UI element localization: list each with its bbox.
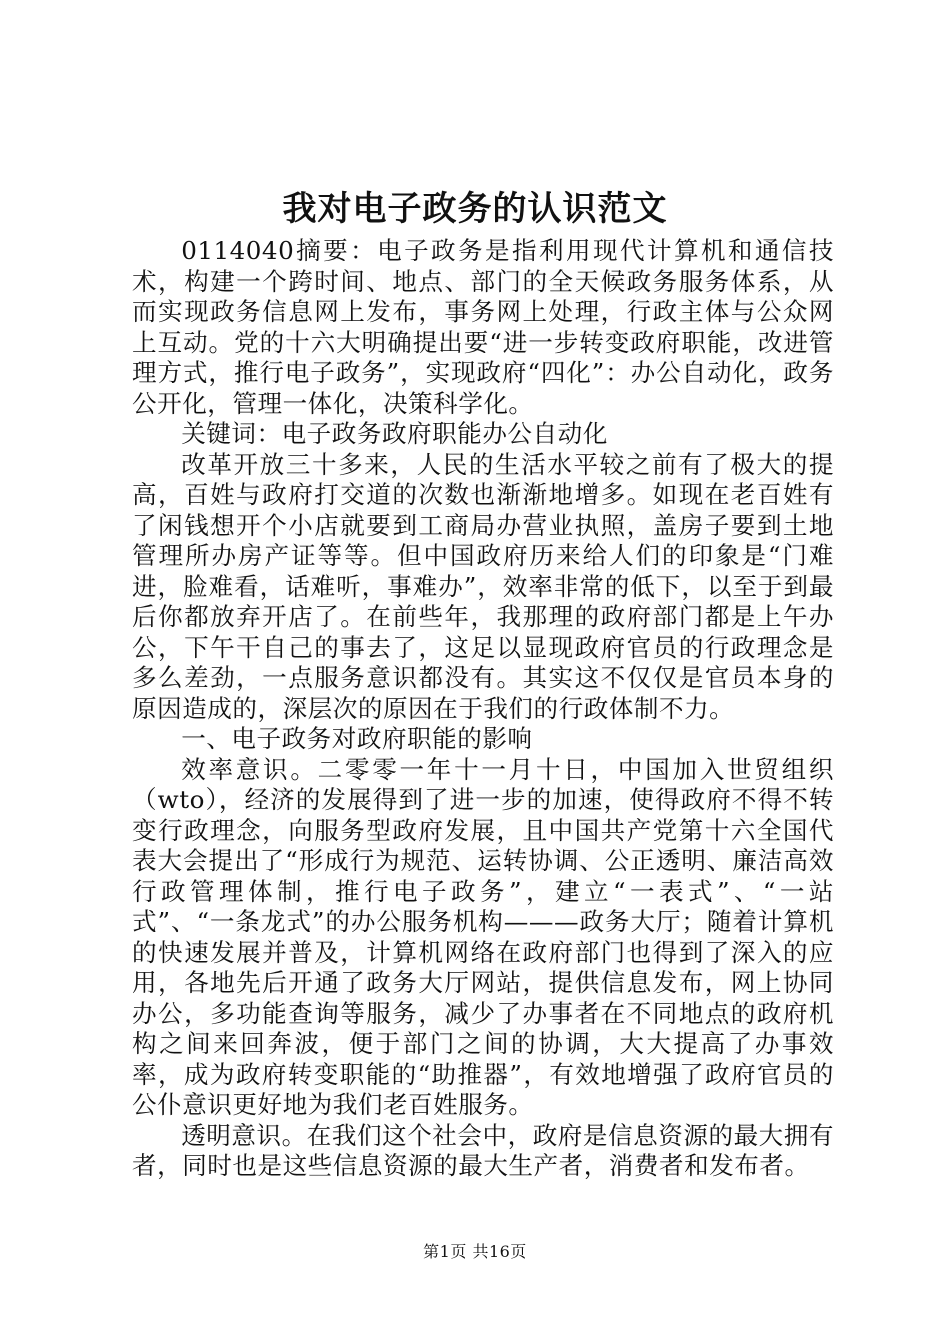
page-footer: 第1页 共16页 <box>423 1242 527 1261</box>
section-heading: 一、电子政务对政府职能的影响 <box>181 724 533 753</box>
body-paragraph: 效率意识。二零零一年十一月十日，中国加入世贸组织（wto），经济的发展得到了进一步的加速，使得政府不得不转变行政理念，向服务型政府发展，且中国共产党第十六全国代表大会提出了“形成行为规范、运转协调、公正透明、廉洁高效行政管理体制，推行电子政务”，建立“一表式”、“一站式”、“一条龙式”的办公服务机构———政务大厅；随着计算机的快速发展并普及，计算机网络在政府部门也得到了深入的应用，各地先后开通了政务大厅网站，提供信息发布，网上协同办公，多功能查询等服务，减少了办事者在不同地点的政府机构之间来回奔波，便于部门之间的协调，大大提高了办事效率，成为政府转变职能的“助推器”，有效地增强了政府官员的公仆意识更好地为我们老百姓服务。 <box>132 754 834 1119</box>
document-title: 我对电子政务的认识范文 <box>282 189 668 229</box>
body-paragraph: 改革开放三十多来，人民的生活水平较之前有了极大的提高，百姓与政府打交道的次数也渐渐地增多。如现在老百姓有了闲钱想开个小店就要到工商局办营业执照，盖房子要到土地管理所办房产证等等。但中国政府历来给人们的印象是“门难进，脸难看，话难听，事难办”，效率非常的低下，以至于到最后你都放弃开店了。在前些年，我那理的政府部门都是上午办公，下午干自己的事去了，这足以显现政府官员的行政理念是多么差劲，一点服务意识都没有。其实这不仅仅是官员本身的原因造成的，深层次的原因在于我们的行政体制不力。 <box>132 449 834 723</box>
body-paragraph: 透明意识。在我们这个社会中，政府是信息资源的最大拥有者，同时也是这些信息资源的最大生产者，消费者和发布者。 <box>132 1120 834 1180</box>
document-body <box>132 236 834 1182</box>
abstract-paragraph: 0114040摘要：电子政务是指利用现代计算机和通信技术，构建一个跨时间、地点、部门的全天候政务服务体系，从而实现政务信息网上发布，事务网上处理，行政主体与公众网上互动。党的十六大明确提出要“进一步转变政府职能，改进管理方式，推行电子政务”，实现政府“四化”：办公自动化，政务公开化，管理一体化，决策科学化。 <box>132 236 834 418</box>
keywords-paragraph: 关键词：电子政务政府职能办公自动化 <box>181 419 608 448</box>
